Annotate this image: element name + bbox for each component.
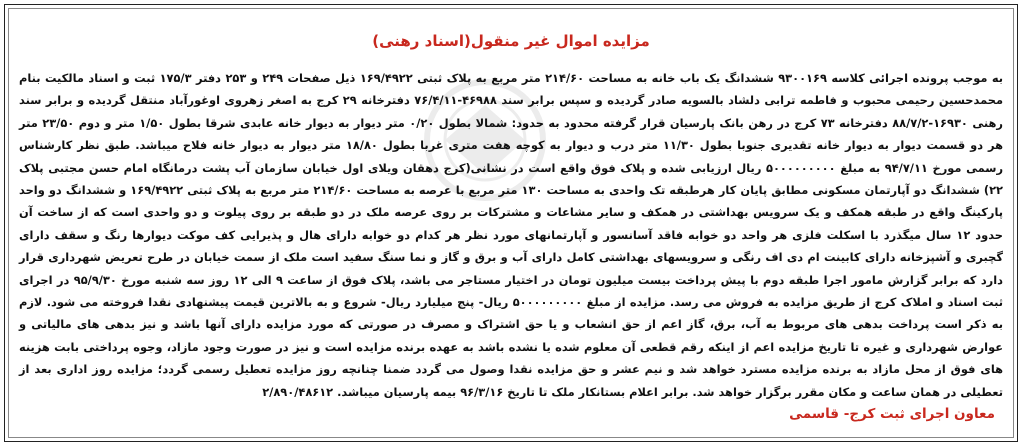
- auction-notice: [4, 4, 1018, 442]
- notice-title: مزایده اموال غیر منقول(اسناد رهنی): [372, 32, 650, 50]
- notice-body: به موجب پرونده اجرائی کلاسه ۹۳۰۰۱۶۹ ششدانگ یک باب خانه به مساحت ۲۱۴/۶۰ متر مربع به پلاک ثبتی ۱۶۹/۴۹۲۲ ذیل صفحات ۲۴۹ و ۲۵۳ دفتر ۱۷۵/۳ ثبت و اسناد مالکیت بنام محمدحسین رحیمی محبوب و فاطمه ترابی دلشاد بالسویه صادر گردیده و سپس برابر سند ۴۶۹۸۸-۷۶/۴/۱۱ دفترخانه ۲۹ کرج به اصغر زهروی اوغورآباد منتقل گردیده و برابر سند رهنی ۱۶۹۳۰-۸۸/۷/۲ دفترخانه ۷۳ کرج در رهن بانک پارسیان قرار گرفته محدود به حدود: شمالا بطول ۰/۲۰ متر دیوار به دیوار خانه عابدی شرقا بطول ۱/۵۰ متر و دوم ۲۳/۵۰ متر هر دو قسمت دیوار به دیوار خانه تقدیری جنوبا بطول ۱۱/۳۰ متر درب و دیوار به کوچه هفت متری غربا بطول ۱۸/۸۰ متر دیوار به دیوار خانه فلاح میباشد. طبق نظر کارشناس رسمی مورخ ۹۴/۷/۱۱ به مبلغ ۵۰۰۰۰۰۰۰۰۰ ریال ارزیابی شده و پلاک فوق واقع است در نشانی(کرج دهقان ویلای اول خیابان سازمان آب پشت درمانگاه امام حسن مجتبی پلاک ۲۲) ششدانگ دو آپارتمان مسکونی مطابق پایان کار هرطبقه تک واحدی به مساحت ۱۳۰ متر مربع با عرصه به مساحت ۲۱۴/۶۰ متر مربع به پلاک ثبتی ۱۶۹/۴۹۲۲ و ششدانگ دو واحد پارکینگ واقع در طبقه همکف و یک سرویس بهداشتی در همکف و سایر مشاعات و مشترکات بر روی عرصه ملک در دو طبقه بر روی پیلوت و دو واحدی است که از ساخت آن حدود ۱۲ سال میگذرد با اسکلت فلزی هر واحد دو خوابه فاقد آسانسور و آپارتمانهای مورد نظر هر کدام دو خوابه دارای هال و پذیرایی کف موکت دیوارها رنگ و سقف دارای گچبری و آشپزخانه دارای کابینت ام دی اف رنگی و سرویسهای بهداشتی کامل دارای آب و برق و گاز و نما سنگ سفید است ملک از سمت خیابان در طرح تعریض شهرداری قرار دارد که برابر گزارش مامور اجرا طبقه دوم با پیش پرداخت بیست میلیون تومان در اختیار مستاجر می باشد، پلاک فوق از ساعت ۹ الی ۱۲ روز سه شنبه مورخ ۹۵/۹/۳۰ در اجرای ثبت اسناد و املاک کرج از طریق مزایده به فروش می رسد. مزایده از مبلغ ۵۰۰۰۰۰۰۰۰۰ ریال- پنج میلیارد ریال- شروع و به بالاترین قیمت پیشنهادی نقدا فروخته می شود. لازم به ذکر است پرداخت بدهی های مربوط به آب، برق، گاز اعم از حق انشعاب و یا حق اشتراک و مصرف در صورتی که مورد مزایده دارای آنها باشد و نیز بدهی های مالیاتی و عوارض شهرداری و غیره تا تاریخ مزایده اعم از اینکه رقم قطعی آن معلوم شده یا نشده باشد به عهده برنده مزایده است و نیز در صورت وجود مازاد، وجوه پرداختی بابت هزینه های فوق از محل مازاد به برنده مزایده مسترد خواهد شد و نیم عشر و حق مزایده نقدا وصول می گردد ضمنا چنانچه روز مزایده تعطیل رسمی گردد؛ مزایده روز اداری بعد از تعطیلی در همان ساعت و مکان مقرر برگزار خواهد شد. برابر اعلام بستانکار ملک تا تاریخ ۹۶/۳/۱۶ بیمه پارسیان میباشد. ۲/۸۹۰/۴۸۶۱۲: [19, 71, 1004, 399]
- signature: معاون اجرای ثبت کرج- قاسمی: [789, 406, 995, 422]
